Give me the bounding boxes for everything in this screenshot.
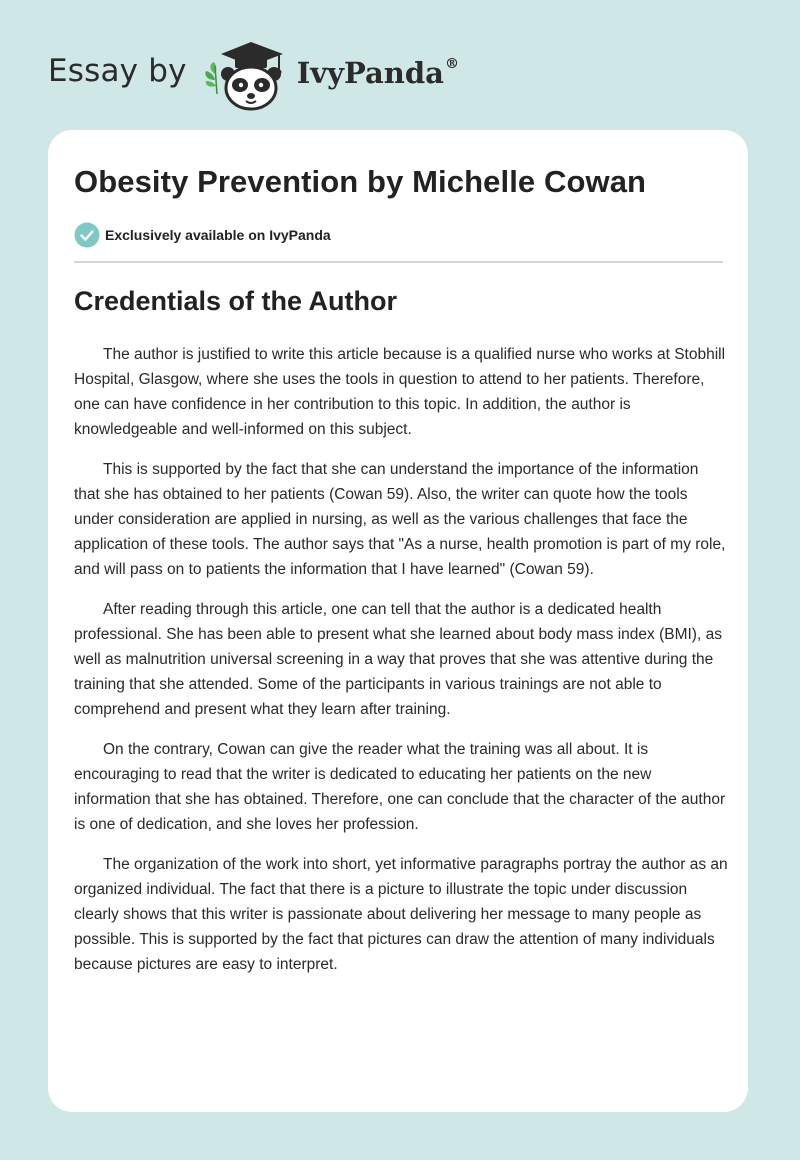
site-header bbox=[48, 34, 459, 114]
divider bbox=[74, 261, 723, 263]
section-heading: Credentials of the Author bbox=[74, 286, 398, 316]
brand-name[interactable]: IvyPanda® bbox=[296, 56, 459, 90]
paragraph: This is supported by the fact that she can understand the importance of the information that she has obtained to her patients (Cowan 59). Also, the writer can quote how the tools under consideration are applied in nursing, as well as the various challenges that face the application of these tools. The author says that "As a nurse, health promotion is part of my role, and will pass on to patients the information that I have learned" (Cowan 59). bbox=[74, 461, 726, 578]
exclusive-label: Exclusively available on IvyPanda bbox=[105, 227, 331, 243]
paragraph: On the contrary, Cowan can give the reader what the training was all about. It is encouraging to read that the writer is dedicated to educating her patients on the new information that she has obtained. Therefore, one can conclude that the character of the author is one of dedication, and she loves her profession. bbox=[74, 741, 726, 833]
paragraph: The author is justified to write this article because is a qualified nurse who works at Stobhill Hospital, Glasgow, where she uses the tools in question to attend to her patients. Therefore, one can have confidence in her contribution to this topic. In addition, the author is knowledgeable and well-informed on this subject. bbox=[74, 346, 726, 438]
check-circle-icon bbox=[74, 222, 100, 248]
panda-graduate-icon[interactable] bbox=[201, 36, 293, 112]
paragraph: After reading through this article, one can tell that the author is a dedicated health professional. She has been able to present what she learned about body mass index (BMI), as well as malnutrition universal screening in a way that proves that she was attentive during the training that she attended. Some of the participants in various trainings are not able to comprehend and present what they learn after training. bbox=[74, 601, 722, 718]
paragraph: The organization of the work into short, yet informative paragraphs portray the author as an organized individual. The fact that there is a picture to illustrate the topic under discussion clearly shows that this writer is passionate about delivering her message to many people as possible. This is supported by the fact that pictures can draw the attention of many individuals because pictures are easy to interpret. bbox=[74, 856, 728, 973]
page-title: Obesity Prevention by Michelle Cowan bbox=[74, 164, 647, 199]
essay-body bbox=[74, 342, 728, 992]
essay-by-label: Essay by bbox=[48, 53, 187, 89]
essay-card bbox=[48, 130, 748, 1112]
registered-mark: ® bbox=[444, 56, 459, 73]
leaf-icon bbox=[205, 62, 217, 94]
exclusive-badge bbox=[74, 222, 331, 248]
